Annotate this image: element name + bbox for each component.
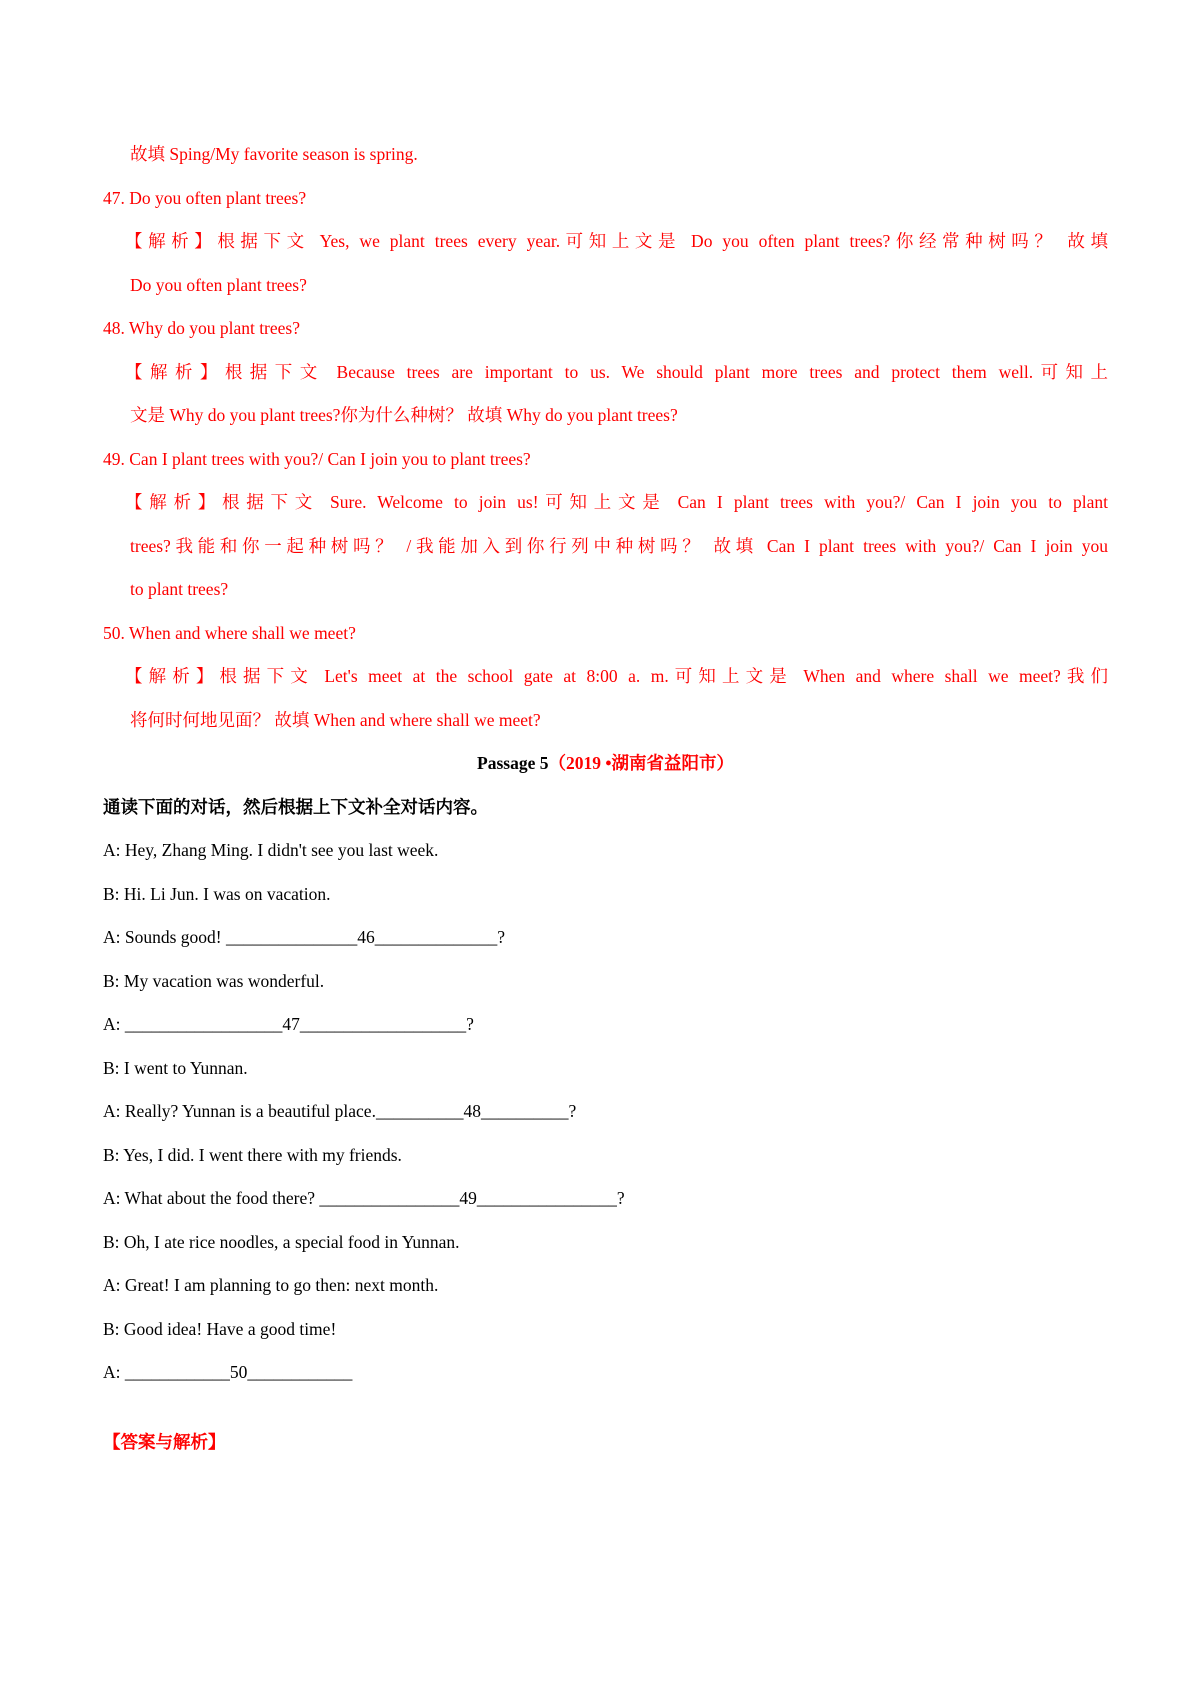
dialogue-line: B: Good idea! Have a good time! — [103, 1318, 337, 1339]
answer-explanation: 【解析】根据下文 Let's meet at the school gate at 8:00 a. m.可知上文是 When and where shall we meet?我们 — [125, 666, 1108, 686]
passage-title: Passage 5 — [477, 753, 549, 773]
passage-heading — [103, 742, 1108, 786]
dialogue-line-blank-47: A: __________________47___________________? — [103, 1014, 474, 1034]
answer-item-48: 48. Why do you plant trees? — [103, 318, 300, 338]
answer-explanation-cont: to plant trees? — [130, 579, 229, 599]
answer-explanation-cont: 文是 Why do you plant trees?你为什么种树？ 故填 Why do you plant trees? — [130, 405, 678, 425]
dialogue-line: B: I went to Yunnan. — [103, 1057, 248, 1078]
dialogue-line: B: Oh, I ate rice noodles, a special food in Yunnan. — [103, 1231, 460, 1252]
answer-explanation-cont: trees?我能和你一起种树吗？ /我能加入到你行列中种树吗？ 故填 Can I plant trees with you?/ Can I join you — [130, 535, 1108, 556]
answer-explanation: 【解析】根据下文 Because trees are important to us. We should plant more trees and protect them well.可知上 — [125, 361, 1108, 382]
answer-explanation: 【解析】根据下文 Sure. Welcome to join us!可知上文是 Can I plant trees with you?/ Can I join you to plant — [125, 492, 1108, 512]
dialogue-line: A: Hey, Zhang Ming. I didn't see you last week. — [103, 840, 439, 860]
answer-explanation: 【解析】根据下文 Yes, we plant trees every year.可知上文是 Do you often plant trees?你经常种树吗？ 故填 — [125, 231, 1108, 251]
answer-line: 故填 Sping/My favorite season is spring. — [130, 144, 418, 164]
dialogue-line: B: Yes, I did. I went there with my friends. — [103, 1144, 402, 1165]
answer-item-47: 47. Do you often plant trees? — [103, 187, 307, 208]
dialogue-line: A: Great! I am planning to go then: next month. — [103, 1275, 439, 1295]
passage-source: （2019 •湖南省益阳市） — [548, 753, 734, 773]
answer-item-50: 50. When and where shall we meet? — [103, 622, 356, 643]
dialogue-line-blank-49: A: What about the food there? ________________49________________? — [103, 1188, 625, 1208]
passage-instruction: 通读下面的对话，然后根据上下文补全对话内容。 — [103, 796, 488, 817]
dialogue-line: B: Hi. Li Jun. I was on vacation. — [103, 883, 331, 904]
dialogue-line-blank-46: A: Sounds good! _______________46______________? — [103, 927, 506, 947]
dialogue-line: B: My vacation was wonderful. — [103, 970, 325, 991]
answers-section-header: 【答案与解析】 — [103, 1431, 226, 1452]
answer-explanation-cont: Do you often plant trees? — [130, 274, 307, 295]
answer-explanation-cont: 将何时何地见面？ 故填 When and where shall we meet? — [130, 709, 541, 730]
dialogue-line-blank-50: A: ____________50____________ — [103, 1362, 353, 1382]
answer-item-49: 49. Can I plant trees with you?/ Can I join you to plant trees? — [103, 448, 531, 469]
dialogue-line-blank-48: A: Really? Yunnan is a beautiful place.__________48__________? — [103, 1101, 577, 1121]
